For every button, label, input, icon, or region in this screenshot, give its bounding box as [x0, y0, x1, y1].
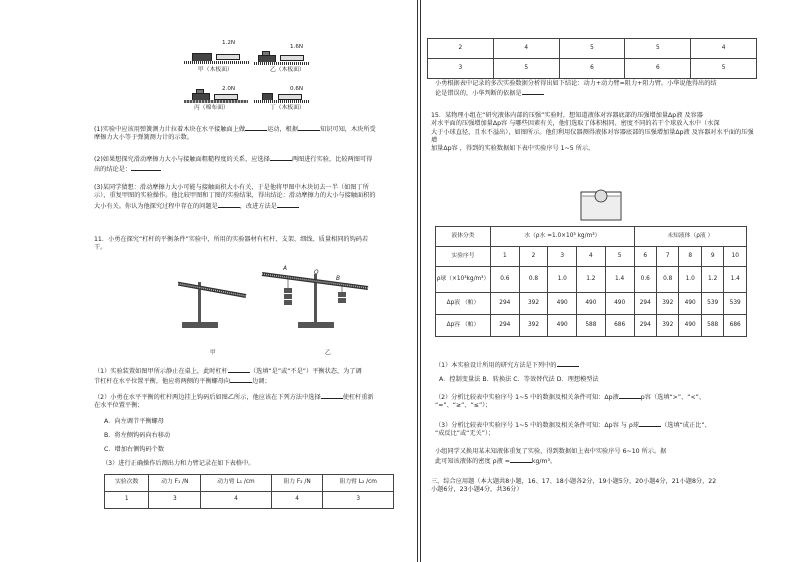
table-cell: 3: [428, 59, 494, 79]
table-cell: 1: [105, 492, 149, 509]
q10-part1: (1)实验中应该用弹簧测力计拉着木块在水平接触面上做 运动，根据 知识可知，木块所受 摩擦力大小等于弹簧测力计的示数。: [94, 126, 376, 142]
table-cell: 588: [701, 315, 723, 337]
table-cell: 5: [691, 59, 757, 79]
force-label-bing: 2.0N: [222, 86, 236, 92]
q10-part2: (2)如果想探究滑动摩擦力大小与接触面粗糙程度的关系，应选择 两图进行实验，比较两图可得 出的结论是：: [94, 156, 373, 174]
table-cell: 2: [428, 39, 494, 59]
table-cell: 392: [519, 293, 548, 315]
force-label-yi: 1.6N: [290, 44, 304, 50]
table-cell: 490: [548, 293, 577, 315]
table-cell: 10: [724, 247, 747, 267]
table-cell: 2: [519, 247, 548, 267]
table-cell: 0.6: [491, 267, 520, 293]
table-cell: 539: [701, 293, 723, 315]
table-row: [436, 293, 747, 315]
table-cell: 5: [605, 247, 634, 267]
table-row: [436, 247, 747, 267]
q11-part1: （1）实验装置如图甲所示静止在桌上，此时杠杆 （选填“是”或“不是”）平衡状态，为了调 节杠杆在水平位置平衡，他应将两侧的平衡螺母向 边调；: [94, 368, 362, 386]
table-cell: 490: [679, 293, 701, 315]
q15-part1-options: A．控制变量法 B．转换法 C．等效替代法 D．理想模型法: [439, 376, 599, 383]
table-cell: 1.2: [577, 267, 606, 293]
table-cell: 294: [634, 315, 656, 337]
answer-blank[interactable]: [619, 392, 641, 399]
table-cell: 4: [691, 39, 757, 59]
table-cell: 490: [605, 293, 634, 315]
q15-part4: 小组同学又换用某未知液体重复了实验，得到数据如上表中实验序号 6~10 所示。据 此可知该液体的密度 ρ液 = kg/m³。: [435, 448, 667, 466]
panel-label-ding: 丁（木板面）: [270, 105, 305, 111]
table-row: [428, 59, 757, 79]
q11-part3: （3）进行正确操作后测出力和力臂记录在如下表格中。: [102, 460, 255, 467]
table-cell: 3: [548, 247, 577, 267]
board-surface-jia: [184, 61, 250, 64]
table-cell: 588: [577, 315, 606, 337]
lever-jia-base: [182, 322, 218, 328]
answer-blank[interactable]: [218, 201, 240, 208]
answer-blank[interactable]: [245, 124, 267, 131]
hook-weight-a2: [284, 294, 292, 299]
table-cell: 392: [519, 315, 548, 337]
answer-blank[interactable]: [298, 124, 320, 131]
lever-point-a: A: [283, 266, 287, 272]
table-cell: 6: [559, 59, 625, 79]
table-cell: 4: [577, 247, 606, 267]
panel-label-jia: 甲（木板面）: [198, 67, 233, 73]
water-header: 水（ρ水 =1.0×10³ kg/m³）: [491, 227, 635, 247]
column-divider-inner: [420, 0, 421, 562]
q15-part1: （1）本实验设计所用的研究方法是下列中的: [435, 360, 759, 370]
q11-stem: 11．小勇在探究“杠杆的平衡条件”实验中，所用的实验器材有杠杆、支架、细线、质量相同的钩码若 干。: [94, 236, 369, 252]
hook-weight-b2: [338, 298, 346, 303]
table-cell: 5: [493, 59, 559, 79]
table-cell: 294: [491, 293, 520, 315]
table-header-cell: 阻力 F₂ /N: [271, 475, 323, 492]
table-row: [436, 267, 747, 293]
panel-label-yi: 乙（木板面）: [270, 67, 305, 73]
q11-part2: （2）小勇在水平平衡的杠杆两边挂上钩码后如图乙所示，他应该在下列方法中选择 使杠杆重新 在水平位置平衡；: [94, 394, 374, 410]
table-cell: 4: [271, 492, 323, 509]
force-label-jia: 1.2N: [222, 40, 236, 46]
table-header-cell: 实验次数: [105, 475, 149, 492]
table-cell: 490: [679, 315, 701, 337]
table-cell: 490: [548, 315, 577, 337]
force-label-ding: 0.6N: [290, 86, 304, 92]
table-cell: 9: [701, 247, 723, 267]
table-row: [105, 492, 394, 509]
lever-conclusion: 小勇根据表中记录的多次实验数据分析得出如下结论：动力+动力臂=阻力+阻力臂。小华说他得出的结 论是错误的，小华判断的依据是: [435, 80, 717, 98]
answer-blank[interactable]: [228, 366, 250, 373]
lever-label-jia: 甲: [210, 350, 216, 356]
lever-label-yi: 乙: [325, 350, 331, 356]
board-surface-yi: [254, 62, 310, 65]
table-cell: 686: [724, 315, 747, 337]
q10-part3: (3)某同学猜想：滑动摩擦力大小可能与接触面积大小有关，于是他将甲图中木块切去一半（如图丁所 示），重复甲图的实验操作。他比较甲图和丁图的实验结果，得出结论：滑动摩擦力的大小与接触面积的 大小有关。你认为他探究过程中存在的问题是 ，改进方法是: [94, 184, 376, 210]
table-header-row: [105, 475, 394, 492]
table-row: [436, 227, 747, 247]
table-cell: 1.0: [548, 267, 577, 293]
cloth-surface-bing: [184, 100, 248, 103]
table-cell: 490: [577, 293, 606, 315]
hook-weight-a3: [284, 300, 292, 305]
table-cell: 686: [605, 315, 634, 337]
table-cell: 5: [559, 39, 625, 59]
table-cell: 7: [657, 247, 679, 267]
table-cell: 294: [634, 293, 656, 315]
hook-weight-a1: [284, 288, 292, 293]
answer-blank[interactable]: [321, 392, 343, 399]
row-header: Δp容 （帕）: [436, 315, 491, 337]
table-cell: 392: [657, 293, 679, 315]
answer-blank[interactable]: [639, 420, 661, 427]
table-cell: 294: [491, 315, 520, 337]
table-header-cell: 动力臂 L₁ /cm: [201, 475, 271, 492]
q11-option-a: A．向左调节平衡螺母: [104, 418, 164, 425]
table-cell: 4: [493, 39, 559, 59]
table-cell: 6: [634, 247, 656, 267]
lever-data-table-part2: [427, 38, 757, 79]
lever-point-b: B: [336, 276, 340, 282]
answer-blank[interactable]: [270, 154, 292, 161]
unknown-liquid-header: 未知液体（ρ液 ）: [634, 227, 746, 247]
table-cell: 1.0: [679, 267, 701, 293]
ball: [595, 190, 607, 202]
row-header: 实验序号: [436, 247, 491, 267]
hook-weight-b1: [338, 292, 346, 297]
table-header-cell: 动力 F₁ /N: [149, 475, 201, 492]
lever-figure: [178, 262, 378, 342]
panel-label-bing: 丙（棉布面）: [194, 105, 229, 111]
q15-part3: （3）分析比较表中实验序号 1~5 中的数据及相关条件可知：Δp容 与 ρ球 （选填“成正比”、 “成反比”或“无关”）；: [435, 422, 711, 438]
answer-blank[interactable]: [522, 88, 544, 95]
q15-stem: 15．某物理小组在“研究液体内部的压强”实验时，想知道液体对容器底部的压强增加量Δp液 及容器 对水平面的压强增加量Δp容 与哪些因素有关，他们选取了体积相同、密度不同的若干个球放入水中（水深 大于小球直径，且水不溢出），如图所示。他们利用仪器测得液体对容器底部的压强增加量Δp液 及容器对水平面的压强增 加量Δp容 ，得到的实验数据如下表中实验序号 1~5 所示。: [431, 112, 754, 153]
table-cell: 1.4: [724, 267, 747, 293]
table-row: [428, 39, 757, 59]
answer-blank[interactable]: [510, 456, 532, 463]
table-cell: 5: [625, 39, 691, 59]
table-cell: 6: [625, 59, 691, 79]
table-cell: 392: [657, 315, 679, 337]
table-cell: 1.4: [605, 267, 634, 293]
lever-point-o: O: [314, 270, 319, 276]
table-cell: 0.6: [634, 267, 656, 293]
lever-yi: [262, 274, 368, 328]
answer-blank[interactable]: [557, 360, 579, 367]
lever-jia: [178, 280, 246, 328]
pressure-data-table: [435, 226, 747, 337]
table-cell: 539: [724, 293, 747, 315]
table-cell: 0.8: [657, 267, 679, 293]
answer-blank[interactable]: [131, 164, 161, 171]
spring-scale-jia: [216, 54, 240, 60]
table-cell: 1: [491, 247, 520, 267]
row-header: 液体分类: [436, 227, 491, 247]
section-3-heading: 三、综合应用题（本大题共8小题，16、17、18小题各2分，19小题5分，20小题4分，21小题8分，22 小题6分，23小题4分，共36分）: [431, 478, 717, 494]
lever-yi-base: [298, 322, 334, 328]
container-figure: [577, 180, 627, 222]
table-cell: 3: [323, 492, 394, 509]
q11-option-c: C．增加右侧钩码个数: [104, 446, 165, 453]
table-cell: 4: [201, 492, 271, 509]
table-cell: 8: [679, 247, 701, 267]
table-cell: 3: [149, 492, 201, 509]
answer-blank[interactable]: [230, 376, 252, 383]
column-divider: [417, 0, 418, 562]
spring-scale-yi: [280, 55, 304, 61]
table-row: [436, 315, 747, 337]
row-header: ρ球（×10³kg/m³）: [436, 267, 491, 293]
table-cell: 0.8: [519, 267, 548, 293]
lever-data-table-part1: [104, 474, 394, 509]
table-cell: 1.2: [701, 267, 723, 293]
row-header: Δp液 （帕）: [436, 293, 491, 315]
q15-part2: （2）分析比较表中实验序号 1~5 中的数据及相关条件可知：Δp液 p容（选填“>”、“<”、 “=”、“≥”、“≤”）；: [435, 394, 706, 410]
table-header-cell: 阻力臂 L₂ /cm: [323, 475, 394, 492]
board-surface-ding: [254, 100, 310, 103]
q11-option-b: B．将左侧钩码向右移动: [104, 432, 171, 439]
answer-blank[interactable]: [277, 201, 299, 208]
